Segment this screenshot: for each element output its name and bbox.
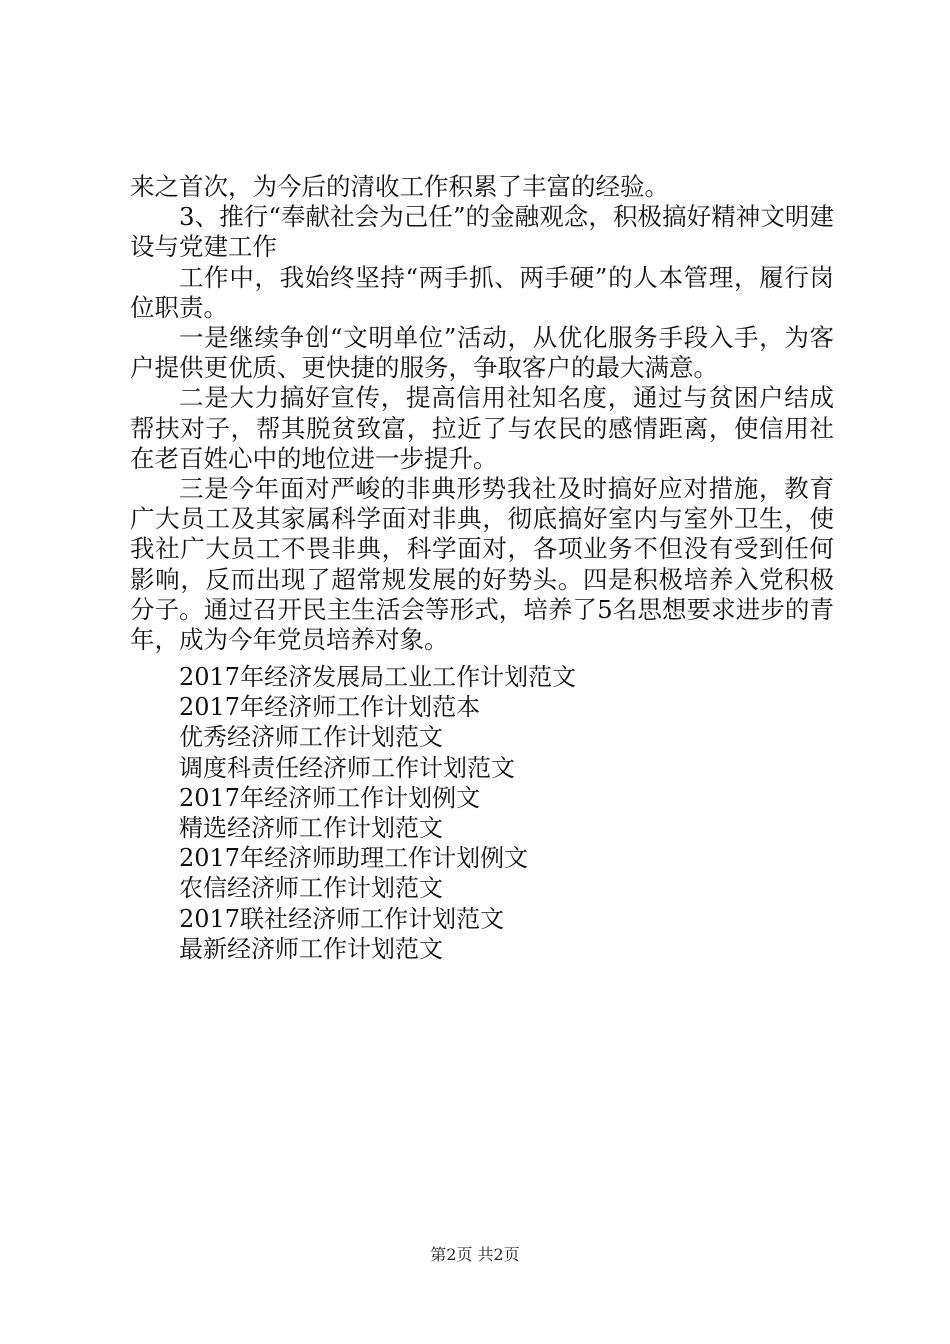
paragraph-work-principle: 工作中，我始终坚持“两手抓、两手硬”的人本管理，履行岗位职责。 (130, 262, 834, 322)
page-footer: 第2页 共2页 (430, 1245, 520, 1264)
related-link[interactable]: 农信经济师工作计划范文 (179, 874, 443, 903)
paragraph-section-3-heading: 3、推行“奉献社会为己任”的金融观念，积极搞好精神文明建设与党建工作 (130, 202, 834, 262)
related-link[interactable]: 优秀经济师工作计划范文 (179, 723, 443, 752)
related-link[interactable]: 2017联社经济师工作计划范文 (179, 904, 505, 933)
body-text (130, 172, 834, 655)
related-link[interactable]: 2017年经济师工作计划例文 (179, 783, 481, 812)
related-link[interactable]: 最新经济师工作计划范文 (179, 934, 443, 963)
related-links-list (179, 662, 819, 964)
related-link[interactable]: 2017年经济师助理工作计划例文 (179, 844, 529, 873)
paragraph-point-1: 一是继续争创“文明单位”活动，从优化服务手段入手，为客户提供更优质、更快捷的服务，争取客户的最大满意。 (130, 323, 834, 383)
related-link[interactable]: 精选经济师工作计划范文 (179, 814, 443, 843)
paragraph-point-2: 二是大力搞好宣传，提高信用社知名度，通过与贫困户结成帮扶对子，帮其脱贫致富，拉近了与农民的感情距离，使信用社在老百姓心中的地位进一步提升。 (130, 383, 834, 473)
related-link[interactable]: 2017年经济发展局工业工作计划范文 (179, 663, 577, 691)
paragraph-continuation: 来之首次，为今后的清收工作积累了丰富的经验。 (130, 172, 669, 201)
related-link[interactable]: 2017年经济师工作计划范本 (179, 693, 481, 722)
paragraph-point-3-4: 三是今年面对严峻的非典形势我社及时搞好应对措施，教育广大员工及其家属科学面对非典，彻底搞好室内与室外卫生，使我社广大员工不畏非典，科学面对，各项业务不但没有受到任何影响，反而出现了超常规发展的好势头。四是积极培养入党积极分子。通过召开民主生活会等形式，培养了5名思想要求进步的青年，成为今年党员培养对象。 (130, 474, 834, 655)
related-link[interactable]: 调度科责任经济师工作计划范文 (179, 753, 515, 782)
